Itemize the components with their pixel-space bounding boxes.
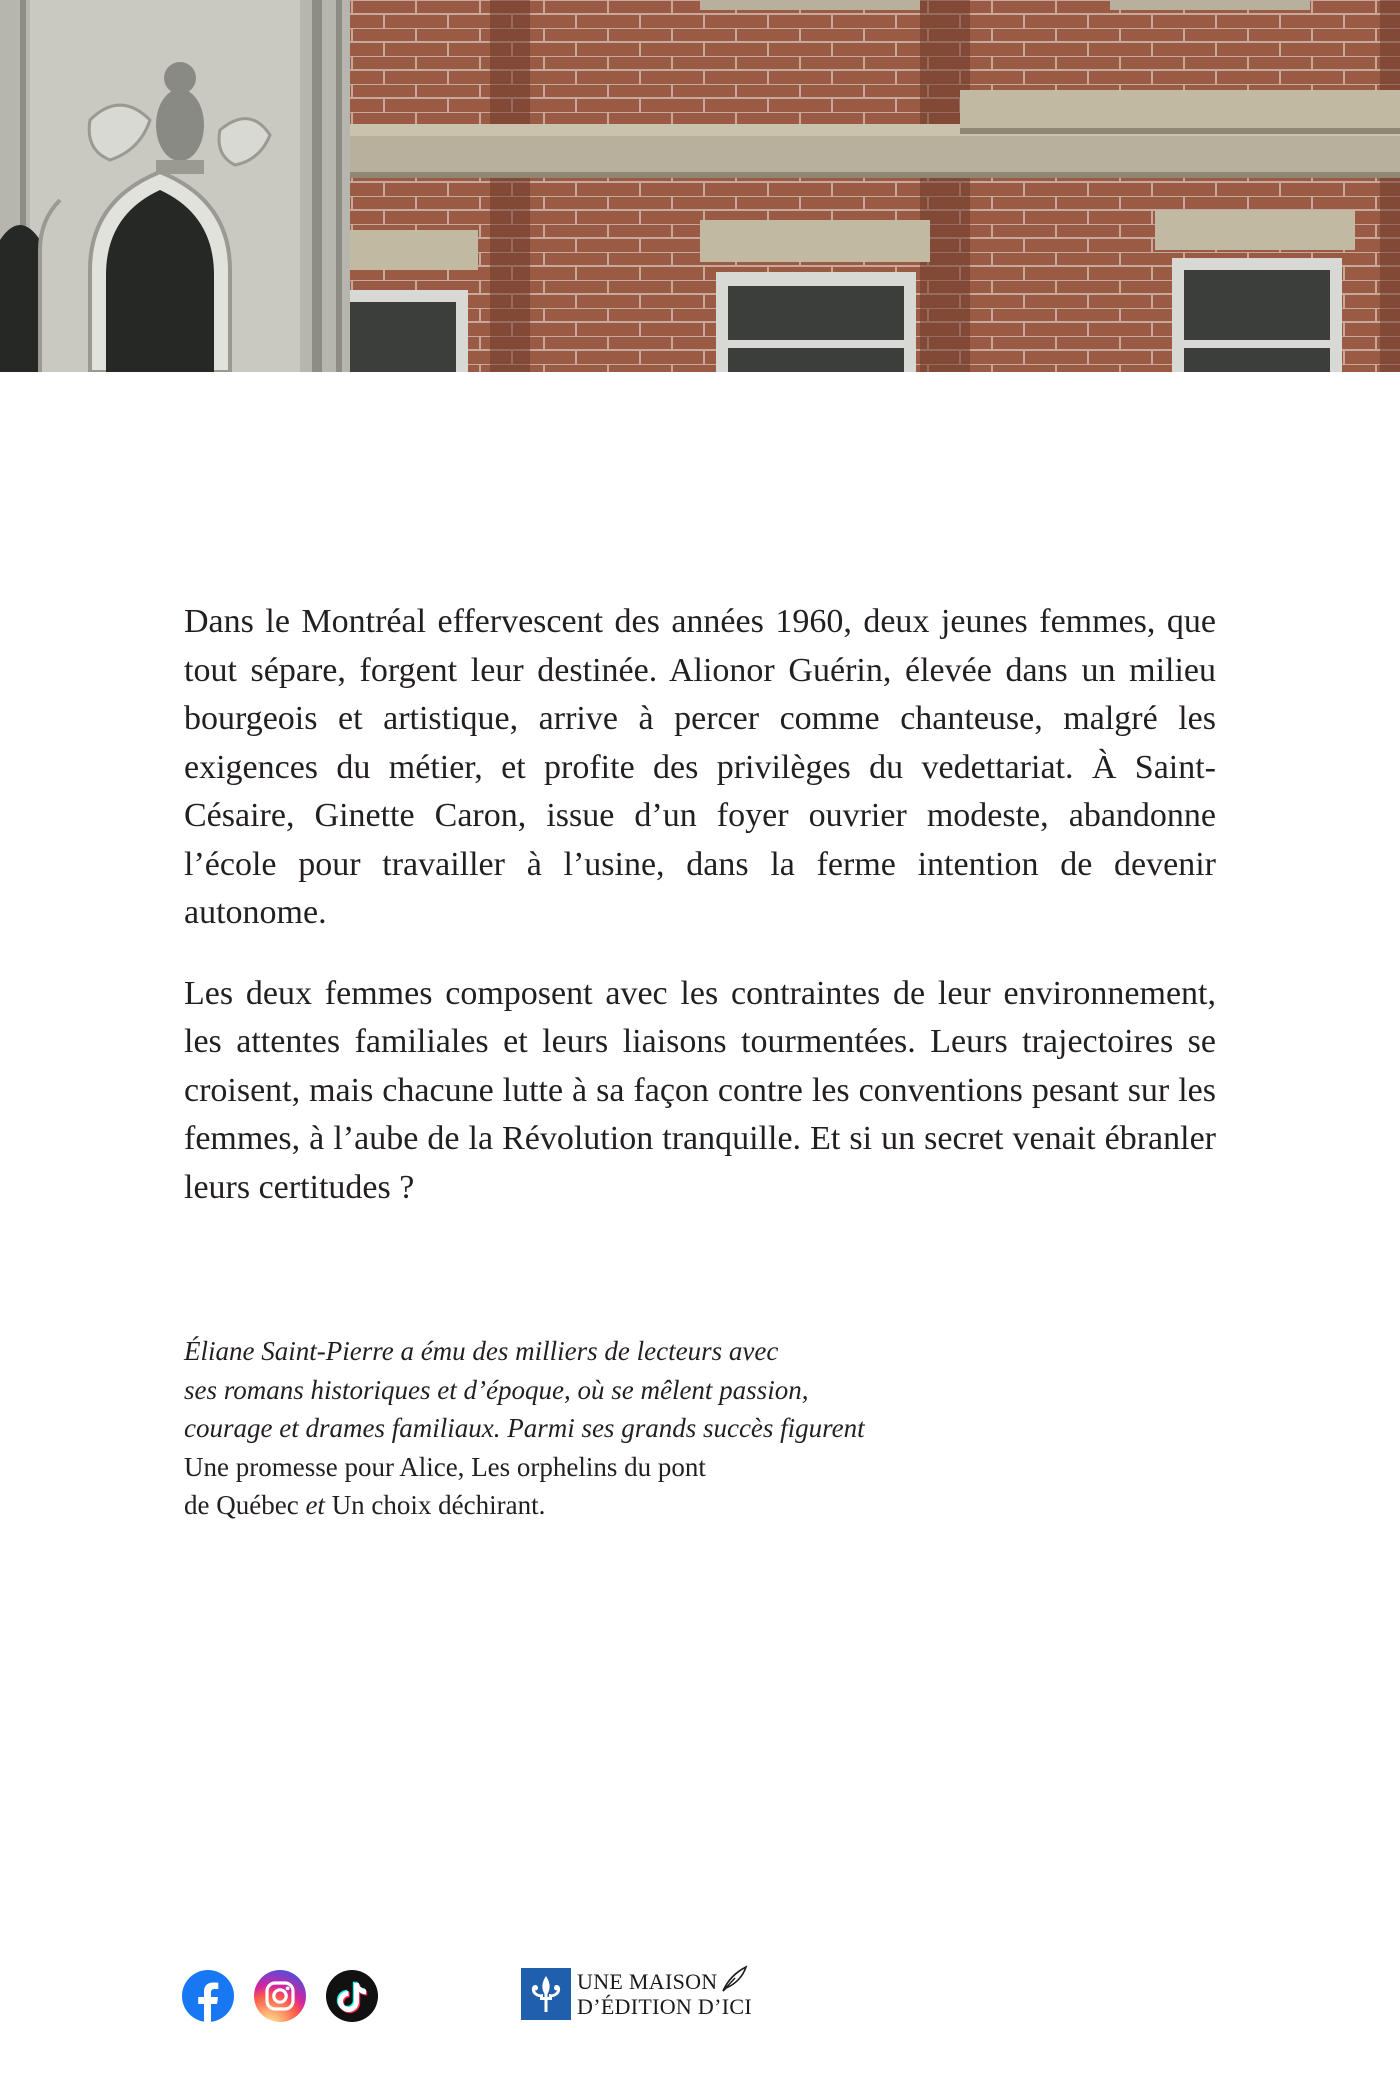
back-cover-summary	[184, 598, 1216, 1212]
book-title: de Québec	[184, 1490, 299, 1520]
quill-icon	[719, 1964, 749, 1994]
facebook-icon[interactable]	[182, 1970, 234, 2022]
tiktok-icon	[326, 1970, 378, 2022]
bio-line: Éliane Saint-Pierre a ému des milliers de lecteurs avec	[184, 1336, 779, 1366]
publisher-line: D’ÉDITION D’ICI	[577, 1994, 752, 2019]
instagram-icon	[254, 1970, 306, 2022]
bio-conjunction: et	[305, 1490, 325, 1520]
social-links	[182, 1970, 378, 2022]
instagram-icon[interactable]	[254, 1970, 306, 2022]
tiktok-icon[interactable]	[326, 1970, 378, 2022]
bio-line: ses romans historiques et d’époque, où se mêlent passion,	[184, 1374, 809, 1405]
quebec-fleur-de-lis-flag-icon	[521, 1968, 571, 2020]
bio-line	[184, 1486, 904, 1525]
publisher-logo	[521, 1968, 752, 2020]
cover-illustration	[0, 0, 1400, 372]
book-title: Une promesse pour Alice,	[184, 1451, 465, 1482]
summary-paragraph: Dans le Montréal effervescent des années 1960, deux jeunes femmes, que tout sépare, forgent leur destinée. Alionor Guérin, élevée dans un milieu bourgeois et artistique, arrive à percer comme chanteuse, malgré les exigences du métier, et profite des privilèges du vedettariat. À Saint-Césaire, Ginette Caron, issue d’un foyer ouvrier modeste, abandonne l’école pour travailler à l’usine, dans la ferme intention de devenir autonome.	[184, 603, 1216, 931]
building-illustration-icon	[0, 0, 1400, 372]
author-bio	[184, 1332, 904, 1525]
fleur-de-lis-icon	[528, 1974, 564, 2014]
summary-paragraph: Les deux femmes composent avec les contraintes de leur environnement, les attentes familiales et leurs liaisons tourmentées. Leurs trajectoires se croisent, mais chacune lutte à sa façon contre les conventions pesant sur les femmes, à l’aube de la Révolution tranquille. Et si un secret venait ébranler leurs certitudes ?	[184, 974, 1216, 1206]
publisher-line: UNE MAISON	[577, 1969, 718, 1994]
book-title: Les orphelins du pont	[471, 1451, 706, 1482]
facebook-icon	[182, 1970, 234, 2022]
bio-line: courage et drames familiaux. Parmi ses grands succès figurent	[184, 1413, 865, 1443]
book-title: Un choix déchirant.	[331, 1490, 546, 1520]
bio-line	[184, 1448, 904, 1487]
